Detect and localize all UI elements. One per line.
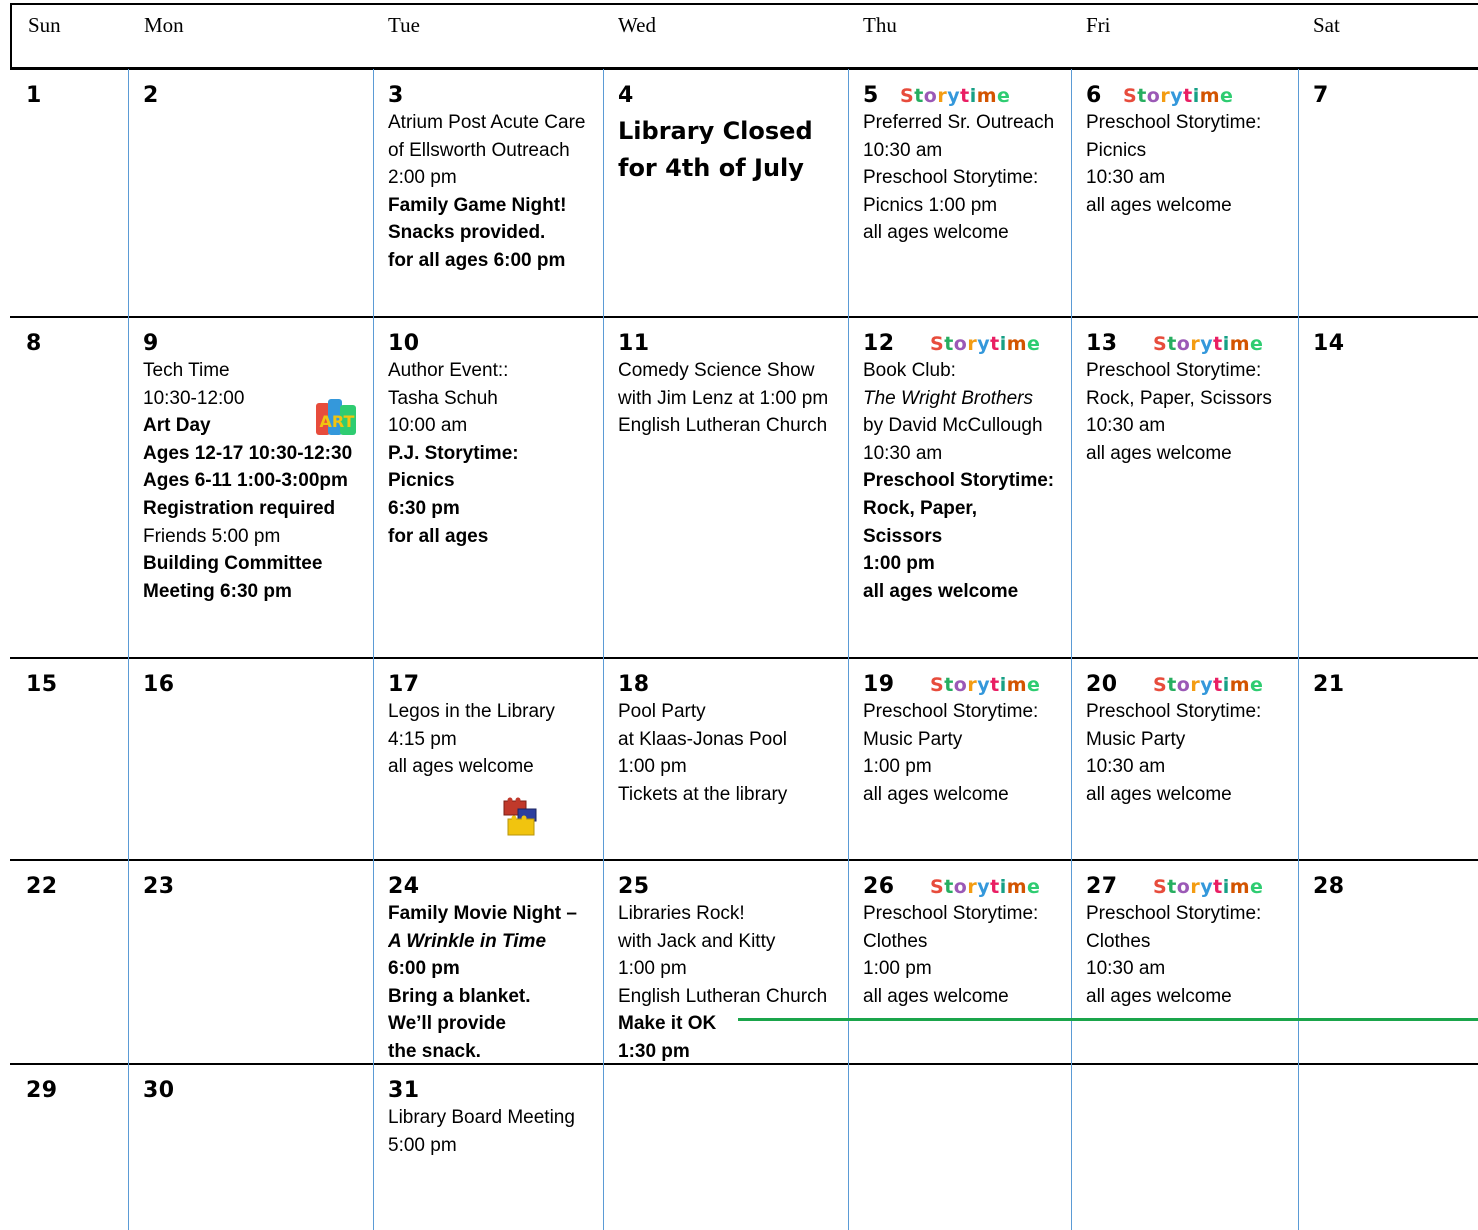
day-number: 17 bbox=[388, 672, 420, 697]
storytime-logo: Storytime bbox=[930, 333, 1041, 355]
day-cell-3 bbox=[388, 83, 602, 315]
event-line: Family Game Night! bbox=[388, 194, 567, 216]
storytime-logo: Storytime bbox=[1153, 674, 1264, 696]
day-cell-13 bbox=[1086, 331, 1297, 656]
event-line: English Lutheran Church bbox=[618, 415, 828, 437]
event-line: Picnics bbox=[388, 470, 455, 492]
day-number: 25 bbox=[618, 874, 650, 899]
day-number: 1 bbox=[26, 83, 42, 108]
day-cell-31 bbox=[388, 1078, 602, 1228]
day-number: 3 bbox=[388, 83, 404, 108]
event-line: 6:30 pm bbox=[388, 497, 460, 519]
event-line: Preferred Sr. Outreach bbox=[863, 112, 1055, 133]
column-divider bbox=[1071, 69, 1072, 1230]
week-separator bbox=[10, 68, 1478, 70]
event-line: 4:15 pm bbox=[388, 728, 457, 750]
event-line: by David McCullough bbox=[863, 415, 1043, 437]
weekday-sat: Sat bbox=[1313, 13, 1340, 37]
event-line: Music Party bbox=[1086, 728, 1186, 750]
event-line: all ages welcome bbox=[388, 756, 534, 778]
event-line: Friends 5:00 pm bbox=[143, 525, 281, 547]
day-number: 30 bbox=[143, 1078, 175, 1103]
day-number: 2 bbox=[143, 83, 159, 108]
empty-day-cell bbox=[618, 1078, 847, 1228]
day-cell-12 bbox=[863, 331, 1070, 656]
event-line: We’ll provide bbox=[388, 1013, 506, 1035]
week-separator bbox=[10, 657, 1478, 659]
event-line: Picnics bbox=[1086, 139, 1147, 161]
event-line: 10:30 am bbox=[1086, 958, 1166, 980]
day-number: 21 bbox=[1313, 672, 1345, 697]
event-line: Tech Time bbox=[143, 360, 230, 381]
event-line: all ages welcome bbox=[863, 580, 1019, 602]
day-cell-28 bbox=[1313, 874, 1477, 1062]
day-number: 15 bbox=[26, 672, 58, 697]
event-line: all ages welcome bbox=[1086, 985, 1232, 1007]
day-number: 20 bbox=[1086, 672, 1118, 697]
event-line: A Wrinkle in Time bbox=[388, 930, 547, 952]
event-line: 5:00 pm bbox=[388, 1134, 457, 1156]
day-cell-9 bbox=[143, 331, 372, 656]
weekday-thu: Thu bbox=[863, 13, 897, 37]
event-line: P.J. Storytime: bbox=[388, 442, 519, 464]
event-line: Libraries Rock! bbox=[618, 903, 745, 924]
day-cell-11 bbox=[618, 331, 847, 656]
event-line: all ages welcome bbox=[863, 783, 1009, 805]
svg-text:ART: ART bbox=[319, 412, 355, 431]
event-line: Atrium Post Acute Care bbox=[388, 112, 586, 133]
event-line: Bring a blanket. bbox=[388, 985, 531, 1007]
event-line: 1:30 pm bbox=[618, 1040, 690, 1062]
event-line: English Lutheran Church bbox=[618, 985, 828, 1007]
day-number: 5 bbox=[863, 83, 879, 108]
day-number: 9 bbox=[143, 331, 159, 356]
column-divider bbox=[1298, 69, 1299, 1230]
day-number: 11 bbox=[618, 331, 650, 356]
event-line: Preschool Storytime: bbox=[863, 903, 1039, 924]
event-line: 10:30 am bbox=[1086, 167, 1166, 189]
day-number: 28 bbox=[1313, 874, 1345, 899]
event-line: 10:30-12:00 bbox=[143, 387, 245, 409]
column-divider bbox=[373, 69, 374, 1230]
event-line: Rock, Paper, Scissors bbox=[1086, 387, 1272, 409]
weekday-sun: Sun bbox=[28, 13, 61, 37]
storytime-logo: Storytime bbox=[1123, 85, 1234, 107]
day-cell-16 bbox=[143, 672, 372, 858]
weekday-tue: Tue bbox=[388, 13, 420, 37]
day-cell-4 bbox=[618, 83, 847, 315]
week-separator bbox=[10, 316, 1478, 318]
storytime-logo: Storytime bbox=[930, 876, 1041, 898]
event-line: Ages 12-17 10:30-12:30 bbox=[143, 442, 353, 464]
day-number: 4 bbox=[618, 83, 634, 108]
weekday-header bbox=[10, 3, 1478, 69]
library-closed-notice: Library Closed bbox=[618, 117, 813, 145]
day-cell-29 bbox=[26, 1078, 128, 1228]
event-line: all ages welcome bbox=[1086, 194, 1232, 216]
empty-day-cell bbox=[1086, 1078, 1297, 1228]
event-line: with Jim Lenz at 1:00 pm bbox=[618, 387, 829, 409]
day-cell-24 bbox=[388, 874, 602, 1062]
storytime-logo: Storytime bbox=[930, 674, 1041, 696]
column-divider bbox=[603, 69, 604, 1230]
event-line: all ages welcome bbox=[1086, 442, 1232, 464]
event-line: Preschool Storytime: bbox=[1086, 112, 1262, 133]
event-line: 10:30 am bbox=[863, 139, 943, 161]
day-cell-19 bbox=[863, 672, 1070, 858]
event-line: Family Movie Night – bbox=[388, 903, 577, 924]
event-line: with Jack and Kitty bbox=[618, 930, 776, 952]
event-line: Rock, Paper, bbox=[863, 497, 978, 519]
event-line: 1:00 pm bbox=[618, 958, 687, 980]
event-line: Art Day bbox=[143, 415, 211, 437]
event-line: 10:30 am bbox=[1086, 756, 1166, 778]
column-divider bbox=[128, 69, 129, 1230]
storytime-logo: Storytime bbox=[900, 85, 1011, 107]
event-line: Pool Party bbox=[618, 701, 706, 722]
event-line: 1:00 pm bbox=[863, 958, 932, 980]
empty-day-cell bbox=[1313, 1078, 1477, 1228]
event-line: Picnics 1:00 pm bbox=[863, 194, 998, 216]
event-line: Legos in the Library bbox=[388, 701, 555, 722]
lego-bricks-icon bbox=[502, 795, 538, 847]
event-line: Make it OK bbox=[618, 1013, 717, 1035]
day-cell-1 bbox=[26, 83, 128, 315]
weekday-fri: Fri bbox=[1086, 13, 1111, 37]
week-separator bbox=[10, 859, 1478, 861]
day-cell-5 bbox=[863, 83, 1070, 315]
day-number: 12 bbox=[863, 331, 895, 356]
event-line: Preschool Storytime: bbox=[863, 701, 1039, 722]
day-cell-20 bbox=[1086, 672, 1297, 858]
day-number: 6 bbox=[1086, 83, 1102, 108]
library-closed-notice: for 4th of July bbox=[618, 154, 804, 182]
event-line: Library Board Meeting bbox=[388, 1107, 575, 1128]
event-line: Building Committee bbox=[143, 553, 323, 575]
event-line: Tasha Schuh bbox=[388, 387, 498, 409]
event-line: Preschool Storytime: bbox=[863, 167, 1039, 189]
event-line: Registration required bbox=[143, 497, 336, 519]
day-number: 29 bbox=[26, 1078, 58, 1103]
day-cell-15 bbox=[26, 672, 128, 858]
event-line: Preschool Storytime: bbox=[863, 470, 1055, 492]
day-number: 19 bbox=[863, 672, 895, 697]
day-number: 13 bbox=[1086, 331, 1118, 356]
day-cell-17 bbox=[388, 672, 602, 858]
day-number: 14 bbox=[1313, 331, 1345, 356]
event-line: at Klaas-Jonas Pool bbox=[618, 728, 787, 750]
day-number: 16 bbox=[143, 672, 175, 697]
event-line: of Ellsworth Outreach bbox=[388, 139, 570, 161]
green-divider-line bbox=[738, 1018, 1478, 1021]
event-line: Author Event:: bbox=[388, 360, 509, 381]
week-separator bbox=[10, 1063, 1478, 1065]
event-line: 6:00 pm bbox=[388, 958, 460, 980]
event-line: Comedy Science Show bbox=[618, 360, 815, 381]
event-line: 2:00 pm bbox=[388, 167, 457, 189]
event-line: Meeting 6:30 pm bbox=[143, 580, 292, 602]
event-line: Music Party bbox=[863, 728, 963, 750]
event-line: all ages welcome bbox=[1086, 783, 1232, 805]
day-cell-27 bbox=[1086, 874, 1297, 1062]
weekday-mon: Mon bbox=[144, 13, 184, 37]
day-cell-6 bbox=[1086, 83, 1297, 315]
day-cell-23 bbox=[143, 874, 372, 1062]
day-number: 22 bbox=[26, 874, 58, 899]
event-line: Preschool Storytime: bbox=[1086, 903, 1262, 924]
event-line: all ages welcome bbox=[863, 222, 1009, 244]
event-line: Book Club: bbox=[863, 360, 956, 381]
weekday-wed: Wed bbox=[618, 13, 656, 37]
event-line: Ages 6-11 1:00-3:00pm bbox=[143, 470, 348, 492]
day-cell-10 bbox=[388, 331, 602, 656]
event-line: for all ages 6:00 pm bbox=[388, 249, 566, 271]
event-line: Scissors bbox=[863, 525, 943, 547]
event-line: Clothes bbox=[1086, 930, 1151, 952]
event-line: Preschool Storytime: bbox=[1086, 360, 1262, 381]
storytime-logo: Storytime bbox=[1153, 333, 1264, 355]
event-line: 1:00 pm bbox=[863, 553, 935, 575]
day-cell-18 bbox=[618, 672, 847, 858]
day-number: 27 bbox=[1086, 874, 1118, 899]
day-cell-22 bbox=[26, 874, 128, 1062]
day-number: 24 bbox=[388, 874, 420, 899]
empty-day-cell bbox=[863, 1078, 1070, 1228]
day-number: 31 bbox=[388, 1078, 420, 1103]
day-number: 18 bbox=[618, 672, 650, 697]
day-cell-25 bbox=[618, 874, 847, 1062]
storytime-logo: Storytime bbox=[1153, 876, 1264, 898]
day-cell-21 bbox=[1313, 672, 1477, 858]
event-line: The Wright Brothers bbox=[863, 387, 1033, 409]
event-line: Snacks provided. bbox=[388, 222, 546, 244]
day-number: 10 bbox=[388, 331, 420, 356]
event-line: Tickets at the library bbox=[618, 783, 788, 805]
event-line: 10:30 am bbox=[863, 442, 943, 464]
day-cell-30 bbox=[143, 1078, 372, 1228]
day-cell-14 bbox=[1313, 331, 1477, 656]
day-cell-2 bbox=[143, 83, 372, 315]
day-cell-7 bbox=[1313, 83, 1477, 315]
column-divider bbox=[848, 69, 849, 1230]
event-line: 10:00 am bbox=[388, 415, 468, 437]
event-line: the snack. bbox=[388, 1040, 481, 1062]
event-line: 1:00 pm bbox=[618, 756, 687, 778]
art-logo-icon bbox=[316, 397, 358, 439]
day-number: 7 bbox=[1313, 83, 1329, 108]
day-cell-8 bbox=[26, 331, 128, 656]
day-number: 8 bbox=[26, 331, 42, 356]
day-number: 23 bbox=[143, 874, 175, 899]
event-line: Clothes bbox=[863, 930, 928, 952]
event-line: 1:00 pm bbox=[863, 756, 932, 778]
event-line: all ages welcome bbox=[863, 985, 1009, 1007]
event-line: 10:30 am bbox=[1086, 415, 1166, 437]
day-cell-26 bbox=[863, 874, 1070, 1062]
event-line: Preschool Storytime: bbox=[1086, 701, 1262, 722]
day-number: 26 bbox=[863, 874, 895, 899]
event-line: for all ages bbox=[388, 525, 489, 547]
